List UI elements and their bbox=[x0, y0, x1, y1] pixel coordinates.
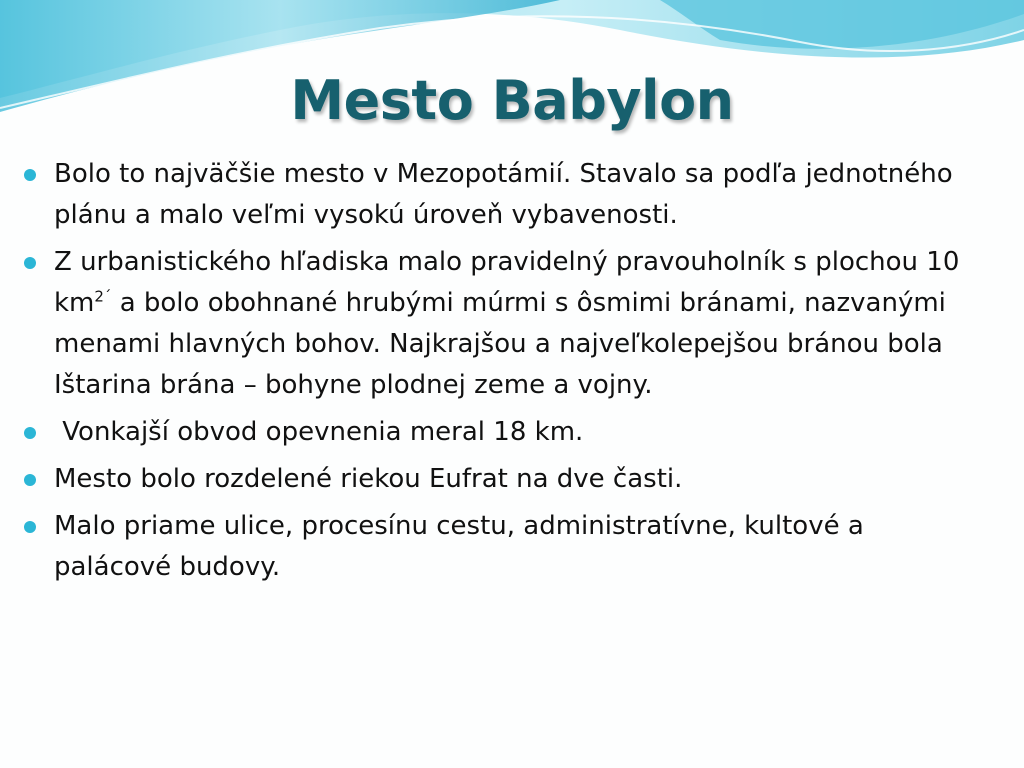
bullet-dot-icon bbox=[24, 257, 36, 269]
bullet-dot-icon bbox=[24, 169, 36, 181]
bullet-item bbox=[18, 459, 978, 500]
bullet-list bbox=[18, 154, 978, 594]
bullet-item bbox=[18, 412, 978, 453]
bullet-item bbox=[18, 154, 978, 236]
bullet-dot-icon bbox=[24, 427, 36, 439]
bullet-text: Malo priame ulice, procesínu cestu, administratívne, kultové a palácové budovy. bbox=[54, 511, 864, 582]
bullet-dot-icon bbox=[24, 474, 36, 486]
bullet-text: Vonkajší obvod opevnenia meral 18 km. bbox=[54, 417, 584, 447]
bullet-text-part: a bolo obohnané hrubými múrmi s ôsmimi bránami, nazvanými menami hlavných bohov. Najkrajšou a najveľkolepejšou bránou bola Ištarina brána – bohyne plodnej zeme a vojny. bbox=[54, 288, 946, 400]
bullet-text: Bolo to najväčšie mesto v Mezopotámií. Stavalo sa podľa jednotného plánu a malo veľmi vysokú úroveň vybavenosti. bbox=[54, 159, 953, 230]
bullet-item bbox=[18, 506, 978, 588]
bullet-dot-icon bbox=[24, 521, 36, 533]
bullet-text bbox=[54, 242, 978, 406]
bullet-text: Mesto bolo rozdelené riekou Eufrat na dve časti. bbox=[54, 464, 683, 494]
superscript: 2´ bbox=[94, 287, 112, 306]
bullet-text-part: Z urbanistického hľadiska malo pravidelný pravouholník s plochou 10 km bbox=[54, 247, 960, 318]
slide-title: Mesto Babylon bbox=[290, 69, 734, 132]
bullet-item bbox=[18, 242, 978, 406]
